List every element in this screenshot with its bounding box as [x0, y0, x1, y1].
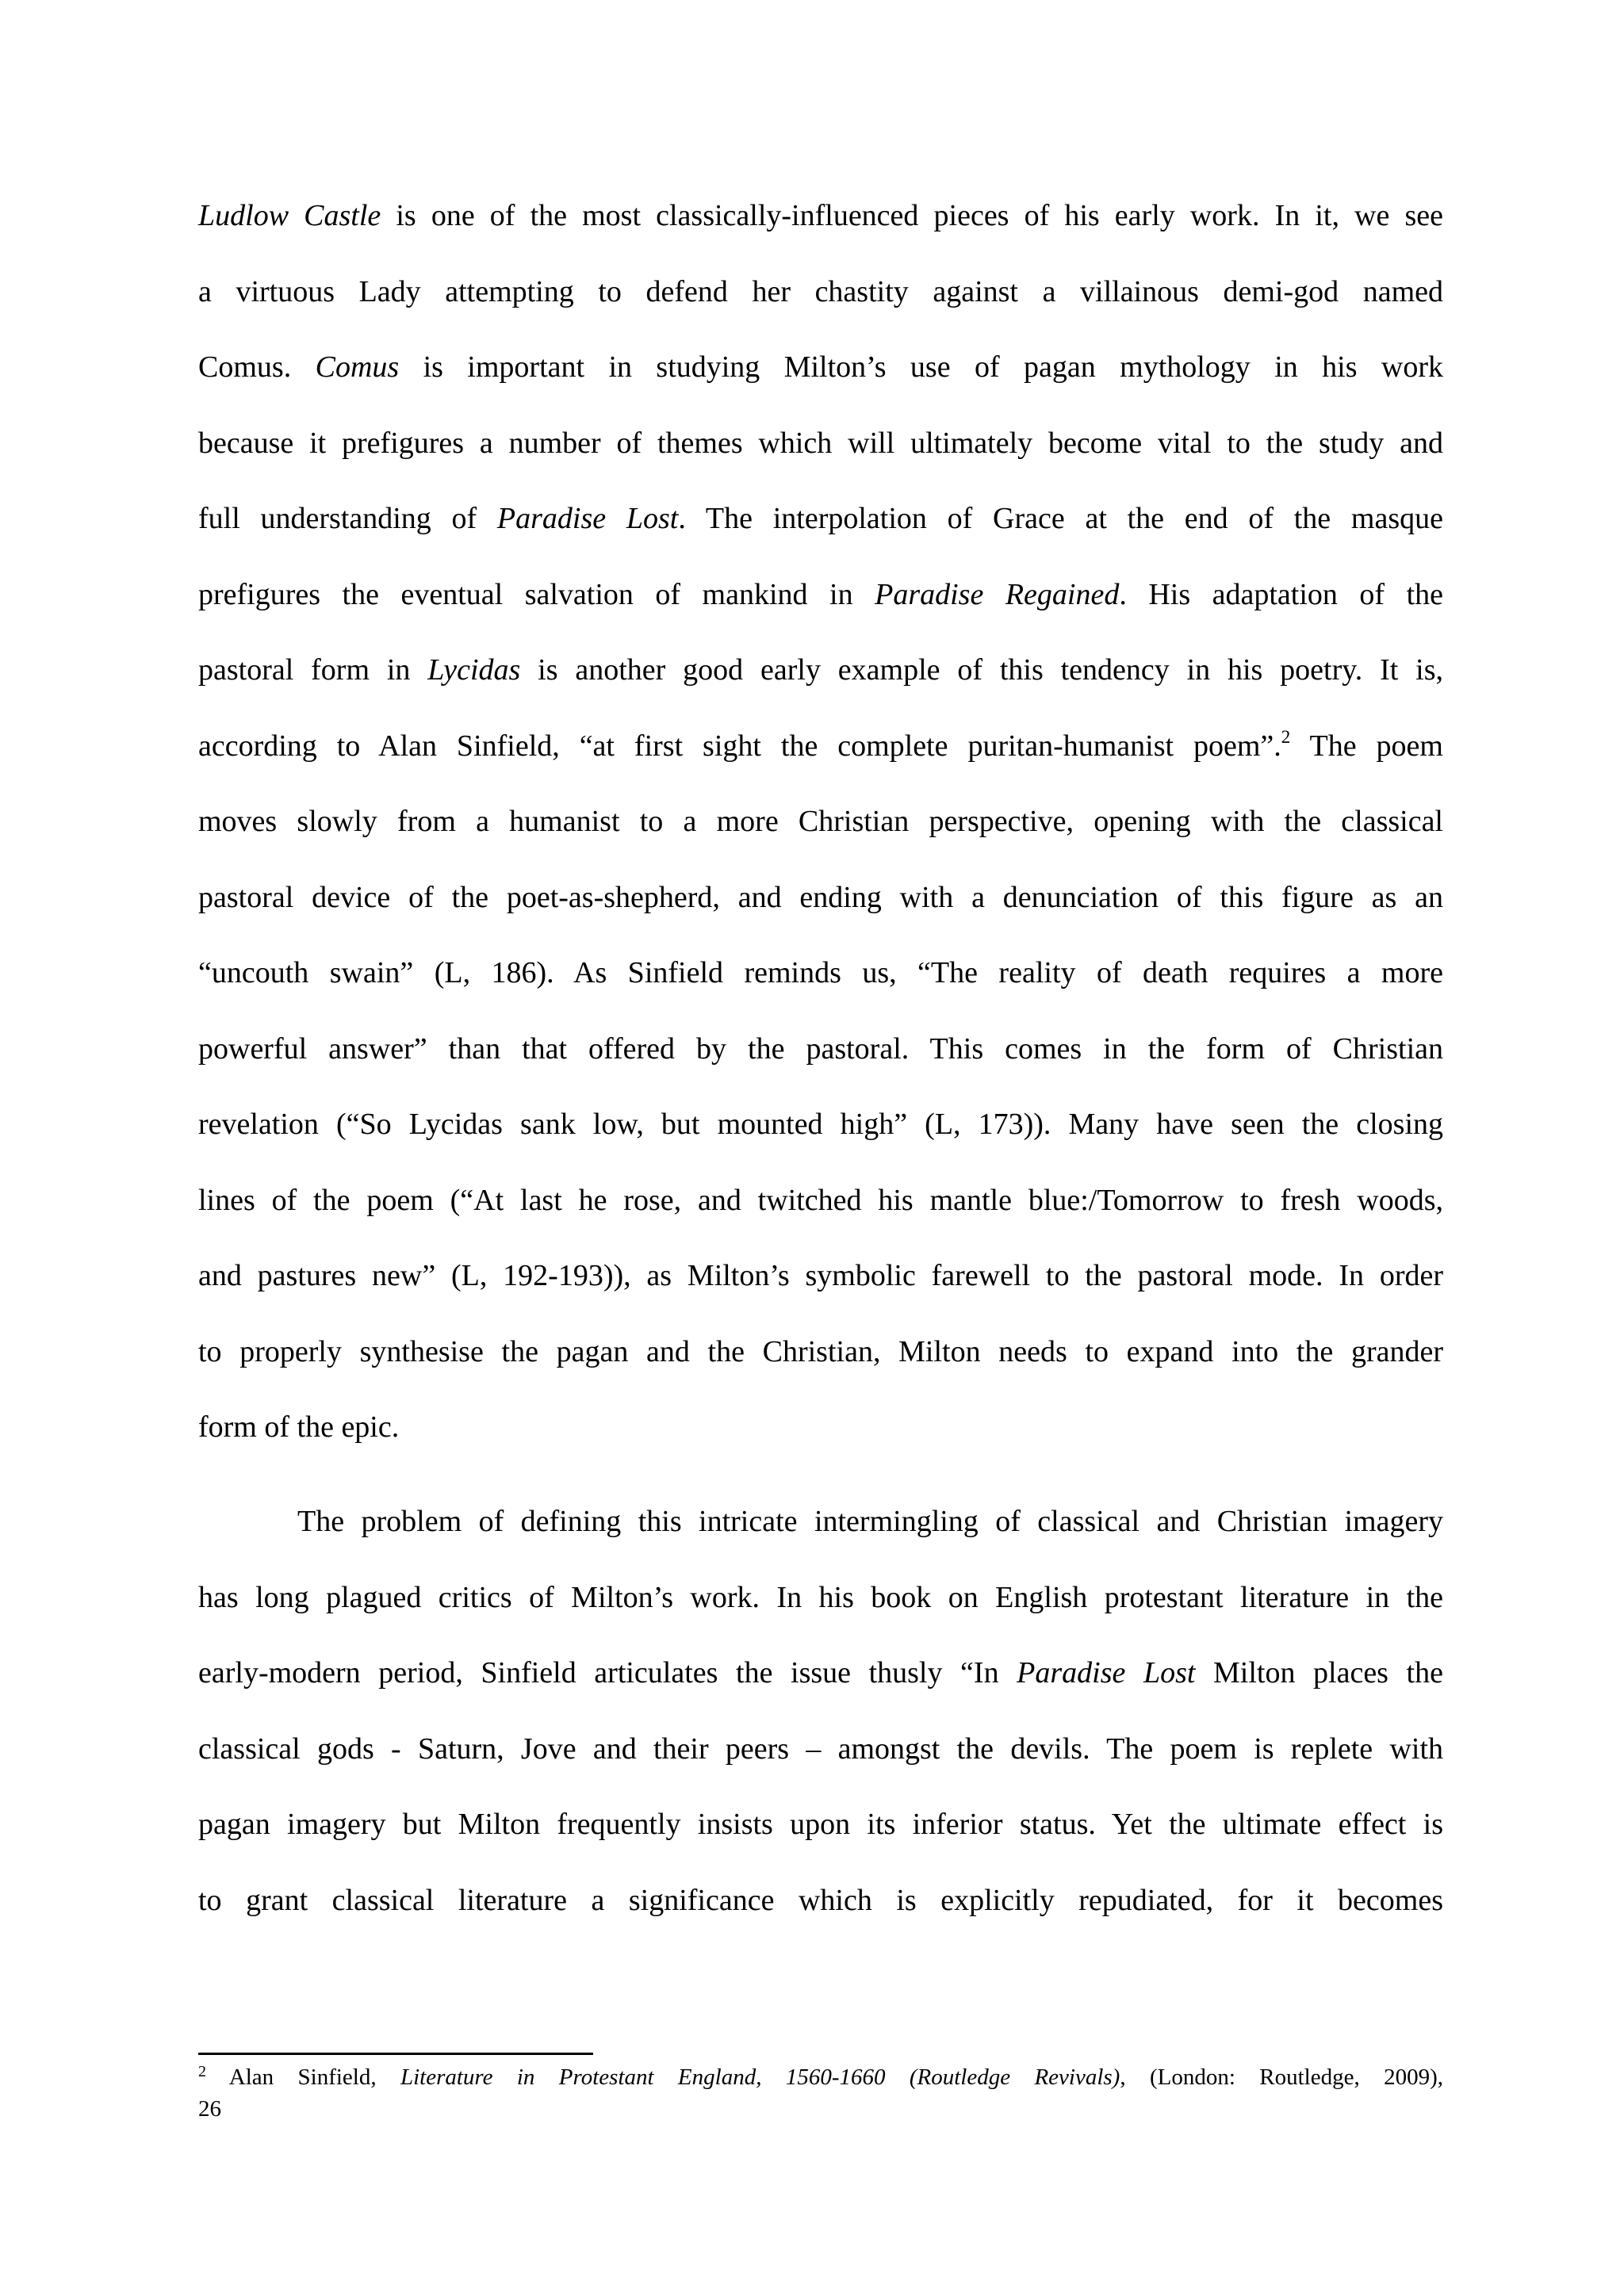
body-line: early-modern period, Sinfield articulates the issue thusly “In Paradise Lost Milton places the	[198, 1656, 1443, 1689]
body-line: pastoral device of the poet-as-shepherd, and ending with a denunciation of this figure as an	[198, 880, 1443, 914]
footnote-author: Alan Sinfield,	[206, 2064, 400, 2090]
italic-title: Ludlow Castle	[198, 199, 381, 232]
italic-title: Paradise Lost	[1017, 1656, 1196, 1689]
body-line: revelation (“So Lycidas sank low, but mounted high” (L, 173)). Many have seen the closing	[198, 1108, 1443, 1141]
body-line: lines of the poem (“At last he rose, and twitched his mantle blue:/Tomorrow to fresh woods,	[198, 1183, 1443, 1217]
italic-title: Lycidas	[427, 653, 521, 687]
italic-title: Paradise Lost	[496, 502, 679, 535]
body-line: classical gods - Saturn, Jove and their peers – amongst the devils. The poem is replete with	[198, 1732, 1443, 1766]
body-line: full understanding of Paradise Lost. The interpolation of Grace at the end of the masque	[198, 502, 1443, 535]
footnote	[198, 2061, 1443, 2125]
body-line: pastoral form in Lycidas is another good early example of this tendency in his poetry. It is,	[198, 653, 1444, 687]
body-line: Ludlow Castle is one of the most classically-influenced pieces of his early work. In it, we see	[198, 199, 1443, 232]
footnote-page: 26	[198, 2096, 221, 2122]
body-line: according to Alan Sinfield, “at first sight the complete puritan-humanist poem”.$^2$ The poem	[198, 726, 1443, 763]
body-line: moves slowly from a humanist to a more Christian perspective, opening with the classical	[198, 805, 1443, 838]
italic-title: Comus	[315, 350, 400, 384]
body-line: pagan imagery but Milton frequently insists upon its inferior status. Yet the ultimate effect is	[198, 1808, 1443, 1841]
footnote-separator	[198, 2053, 593, 2055]
body-line: “uncouth swain” (L, 186). As Sinfield reminds us, “The reality of death requires a more	[198, 956, 1443, 989]
italic-title: Paradise Regained	[875, 577, 1120, 611]
body-line-paragraph-start: The problem of defining this intricate intermingling of classical and Christian imagery	[297, 1505, 1443, 1538]
body-line: because it prefigures a number of themes which will ultimately become vital to the study and	[198, 426, 1443, 460]
body-line-paragraph-end: form of the epic.	[198, 1410, 400, 1444]
body-line: Comus. Comus is important in studying Milton’s use of pagan mythology in his work	[198, 350, 1443, 384]
body-line: to properly synthesise the pagan and the Christian, Milton needs to expand into the grander	[198, 1334, 1443, 1368]
footnote-reference[interactable]: 2	[1281, 726, 1291, 747]
body-line: to grant classical literature a significance which is explicitly repudiated, for it becomes	[198, 1883, 1443, 1917]
body-line: powerful answer” than that offered by the pastoral. This comes in the form of Christian	[198, 1031, 1443, 1066]
footnote-number: 2	[198, 2063, 206, 2080]
footnote-publication: , (London: Routledge, 2009),	[1120, 2064, 1443, 2090]
body-line: a virtuous Lady attempting to defend her chastity against a villainous demi-god named	[198, 274, 1443, 308]
body-line: prefigures the eventual salvation of mankind in Paradise Regained. His adaptation of the	[198, 577, 1444, 611]
body-text	[198, 186, 1443, 1946]
body-line: and pastures new” (L, 192-193)), as Milton’s symbolic farewell to the pastoral mode. In order	[198, 1259, 1443, 1292]
footnote-line	[198, 2061, 1443, 2093]
body-line: has long plagued critics of Milton’s work. In his book on English protestant literature in the	[198, 1580, 1443, 1614]
footnote-title: Literature in Protestant England, 1560-1660 (Routledge Revivals)	[400, 2064, 1120, 2090]
